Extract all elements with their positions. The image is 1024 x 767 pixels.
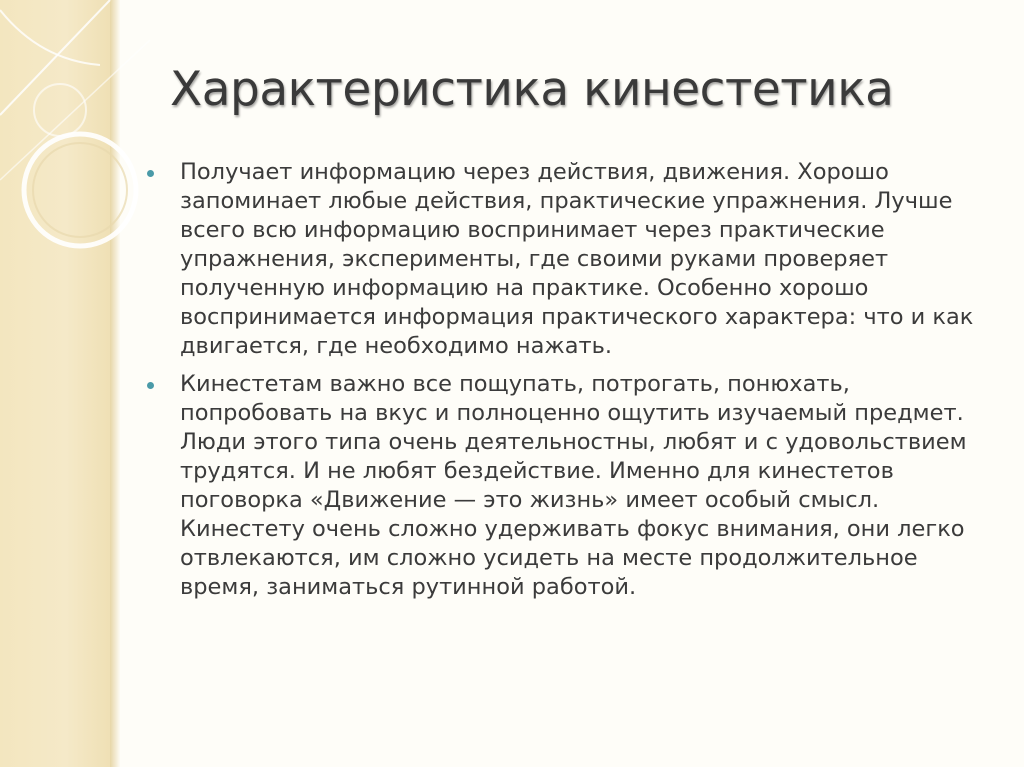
bullet-dot-icon [147, 382, 154, 389]
slide-title: Характеристика кинестетика [170, 62, 894, 117]
bullet-dot-icon [147, 170, 154, 177]
bullet-list [145, 158, 985, 611]
bullet-item [145, 370, 985, 602]
decorative-circles [0, 0, 150, 300]
bullet-text: Кинестетам важно все пощупать, потрогать, понюхать, попробовать на вкус и полноценно ощутить изучаемый предмет. Люди этого типа очень деятельностны, любят и с удовольствием трудятся. И не любят бездействие. Именно для кинестетов поговорка «Движение — это жизнь» имеет особый смысл. Кинестету очень сложно удерживать фокус внимания, они легко отвлекаются, им сложно усидеть на месте продолжительное время, заниматься рутинной работой. [180, 371, 967, 600]
bullet-item [145, 158, 985, 361]
bullet-text: Получает информацию через действия, движения. Хорошо запоминает любые действия, практические упражнения. Лучше всего всю информацию воспринимает через практические упражнения, эксперименты, где своими руками проверяет полученную информацию на практике. Особенно хорошо воспринимается информация практического характера: что и как двигается, где необходимо нажать. [180, 159, 974, 359]
